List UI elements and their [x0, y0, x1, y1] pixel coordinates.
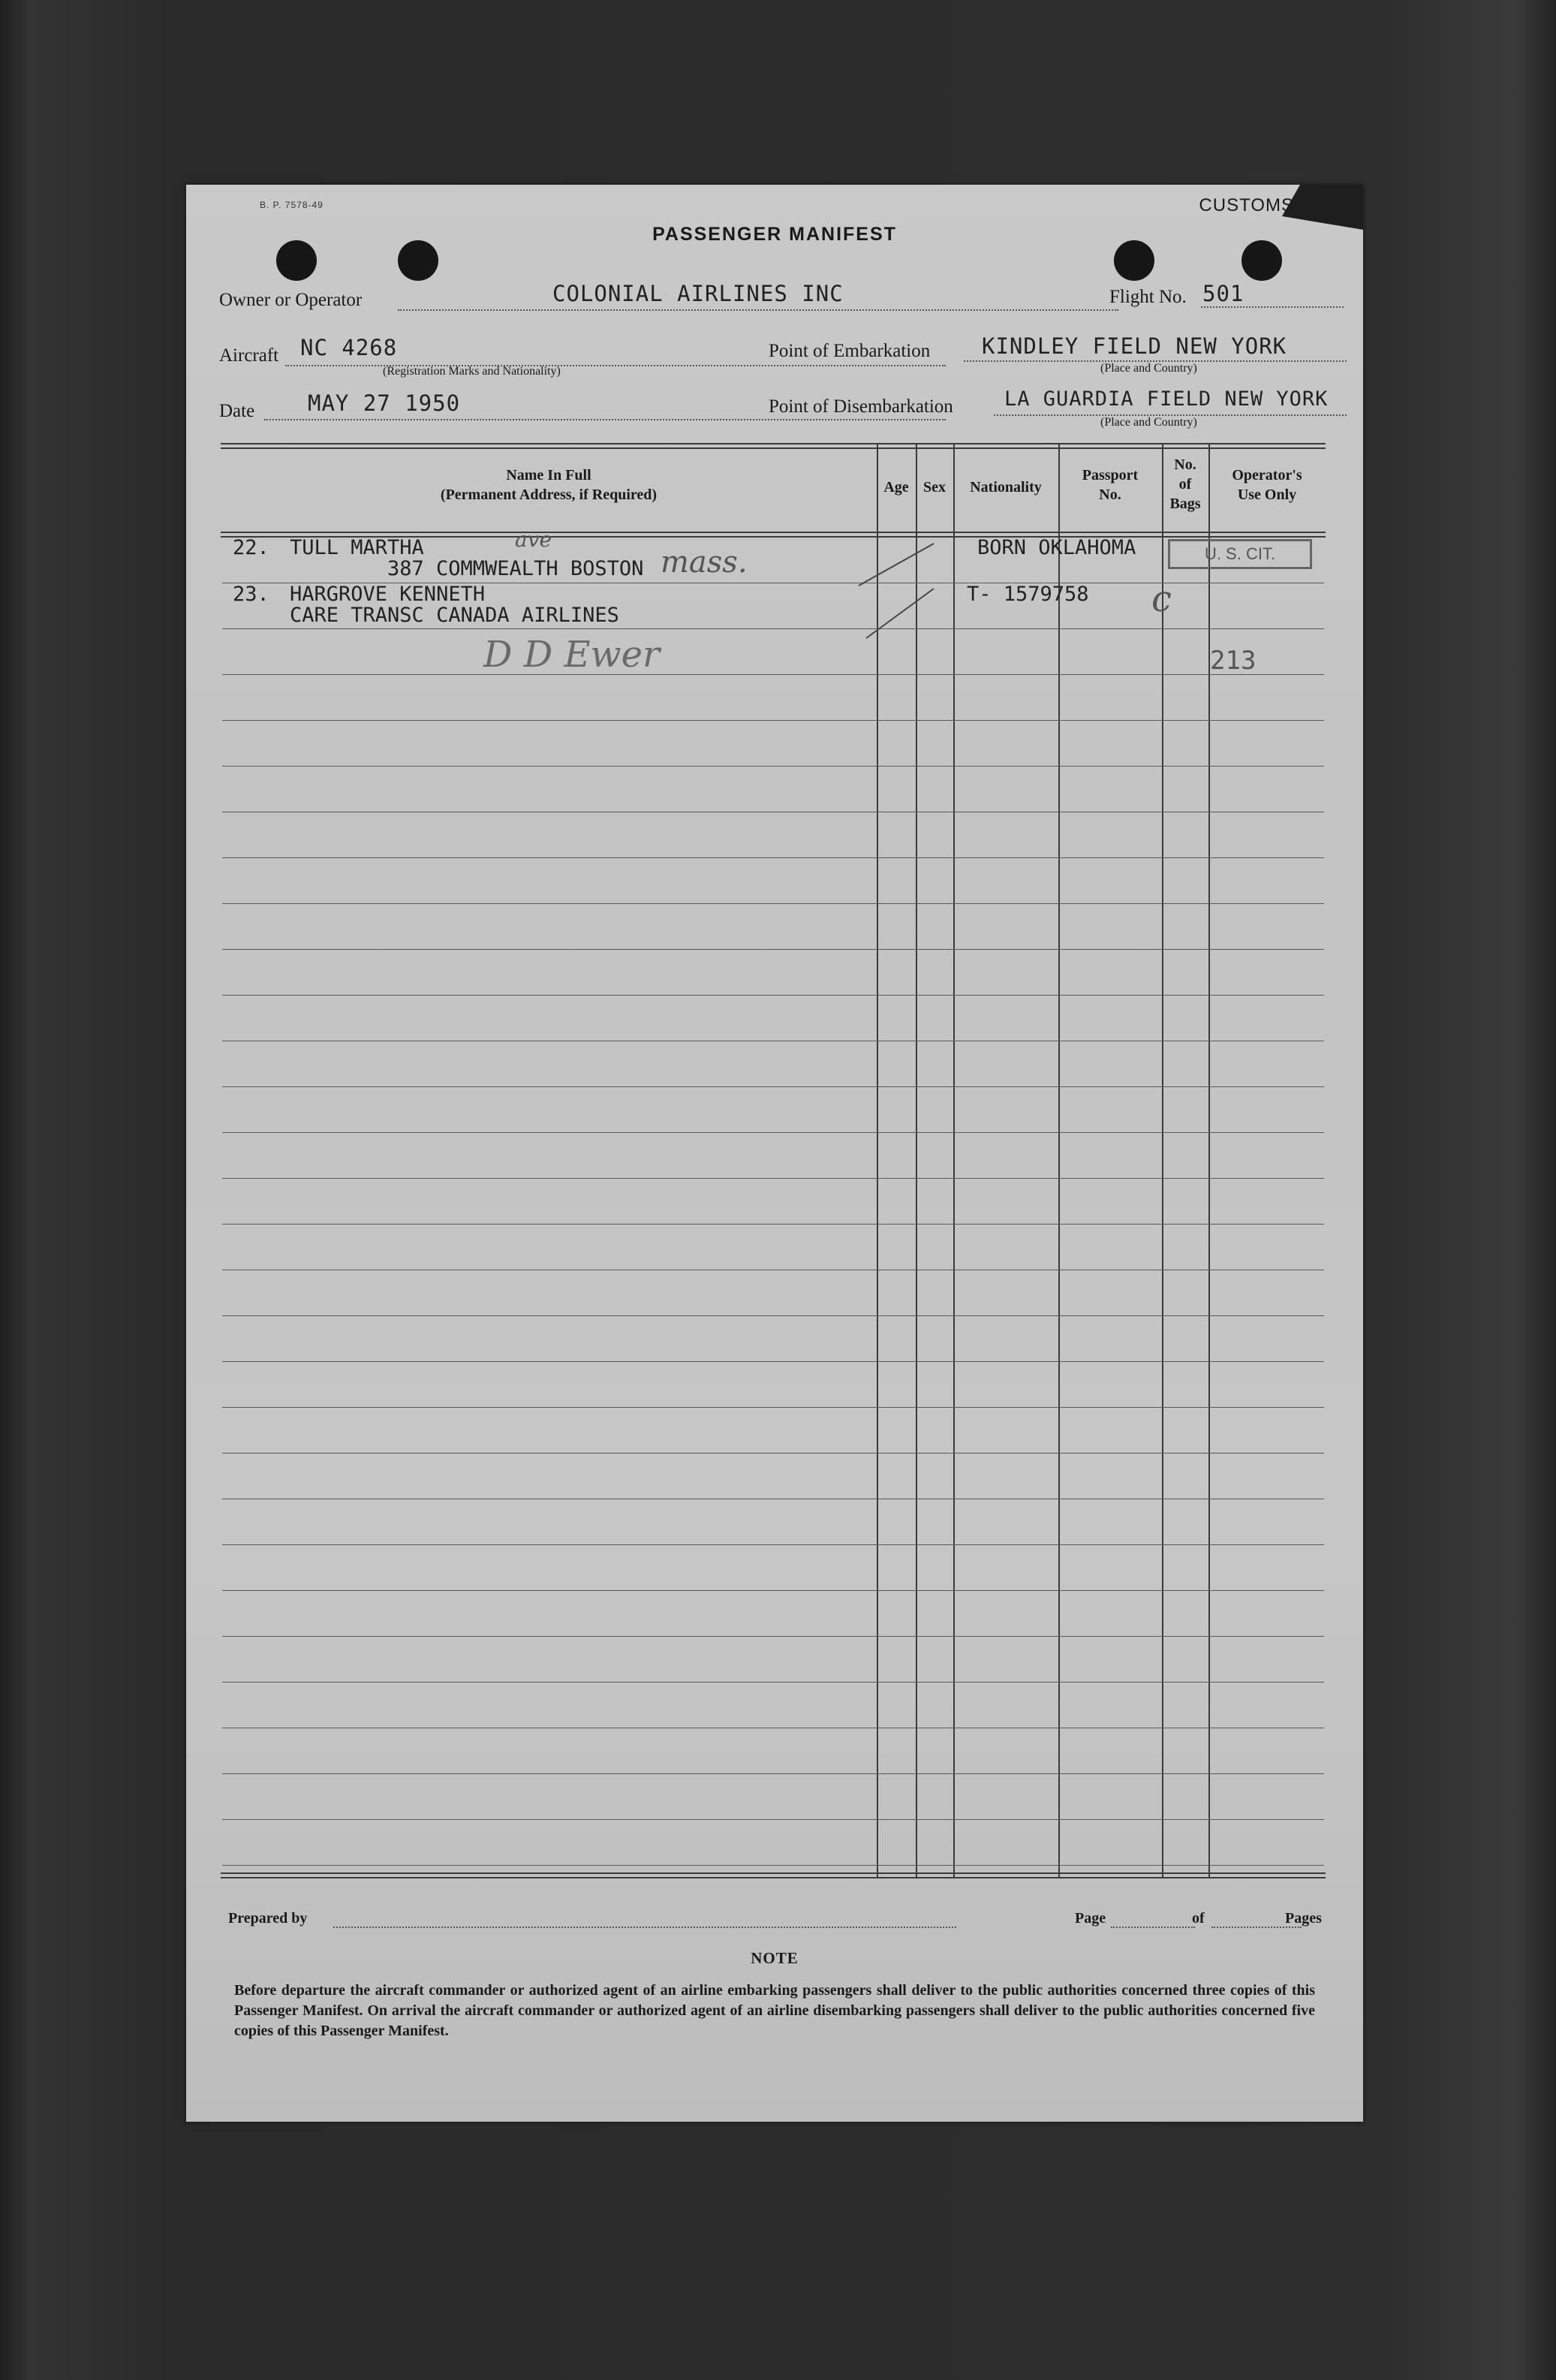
entry-address-handwriting: mass.	[661, 545, 748, 580]
aircraft-value: NC 4268	[300, 335, 398, 360]
table-row-line	[222, 1224, 1324, 1225]
table-top-rule	[221, 443, 1326, 444]
entry-nationality: BORN OKLAHOMA	[977, 536, 1136, 559]
table-row-line	[222, 1773, 1324, 1774]
table-row-line	[222, 949, 1324, 950]
disembarkation-label: Point of Disembarkation	[769, 396, 953, 417]
note-title: NOTE	[751, 1949, 799, 1967]
header-name-line1: Name In Full	[506, 467, 591, 484]
header-passport	[1058, 465, 1162, 505]
prepared-by-dotted-line	[333, 1927, 956, 1928]
owner-value: COLONIAL AIRLINES INC	[552, 281, 844, 306]
entry-number: 23.	[233, 583, 269, 606]
table-bottom-rule	[221, 1872, 1326, 1874]
column-divider	[953, 443, 955, 1878]
entry-address-handwriting: ave	[515, 527, 552, 552]
embarkation-value: KINDLEY FIELD NEW YORK	[982, 333, 1287, 359]
manifest-sheet	[186, 185, 1363, 2122]
bags-handwriting: c	[1151, 578, 1172, 620]
flight-dotted-line	[1201, 306, 1344, 308]
punch-hole	[276, 240, 317, 281]
table-bottom-rule	[221, 1877, 1326, 1878]
entry-number: 22.	[233, 536, 269, 559]
table-row-line	[222, 1544, 1324, 1545]
header-operator	[1208, 465, 1326, 505]
customs-label: CUSTOMS	[1199, 195, 1294, 215]
table-row-line	[222, 1590, 1324, 1591]
table-row-line	[222, 1819, 1324, 1820]
header-age: Age	[883, 479, 909, 496]
table-row-line	[222, 1636, 1324, 1637]
of-label: of	[1192, 1910, 1205, 1927]
passenger-table	[221, 443, 1326, 1881]
header-operator-line1: Operator's	[1232, 467, 1302, 484]
table-row-line	[222, 1361, 1324, 1362]
page-label: Page	[1075, 1910, 1106, 1927]
owner-label: Owner or Operator	[219, 290, 363, 310]
entry-passport: T- 1579758	[967, 583, 1089, 606]
flight-label: Flight No.	[1109, 287, 1187, 307]
header-passport-line2: No.	[1099, 487, 1121, 503]
table-row-line	[222, 1315, 1324, 1316]
punch-hole	[398, 240, 438, 281]
disembarkation-note: (Place and Country)	[1100, 416, 1197, 429]
disembarkation-value: LA GUARDIA FIELD NEW YORK	[1004, 387, 1329, 411]
table-row-line	[222, 766, 1324, 767]
table-row-line	[222, 628, 1324, 629]
table-row-line	[222, 1682, 1324, 1683]
signature: D D Ewer	[483, 634, 660, 676]
table-row-line	[222, 903, 1324, 904]
table-row-line	[222, 1865, 1324, 1866]
entry-address: CARE TRANSC CANADA AIRLINES	[290, 604, 619, 627]
page-dotted-line	[1111, 1927, 1195, 1928]
age-sex-check-strokes	[851, 541, 941, 646]
date-dotted-line	[264, 419, 946, 420]
header-operator-line2: Use Only	[1237, 487, 1297, 503]
header-bags	[1162, 455, 1208, 514]
table-row-line	[222, 720, 1324, 721]
table-top-rule	[221, 447, 1326, 449]
date-value: MAY 27 1950	[308, 390, 461, 416]
header-nationality: Nationality	[970, 479, 1042, 496]
table-row-line	[222, 1086, 1324, 1087]
column-divider	[1058, 443, 1060, 1878]
table-row-line	[222, 1453, 1324, 1454]
column-divider	[877, 443, 878, 1878]
form-code: B. P. 7578-49	[260, 200, 324, 210]
entry-name: HARGROVE KENNETH	[290, 583, 486, 606]
punch-hole	[1241, 240, 1282, 281]
header-bags-line3: Bags	[1169, 496, 1201, 512]
aircraft-label: Aircraft	[219, 345, 279, 366]
operator-number: 213	[1210, 646, 1257, 676]
header-bottom-rule	[221, 532, 1326, 533]
column-divider	[1162, 443, 1163, 1878]
citizenship-stamp: U. S. CIT.	[1168, 539, 1312, 569]
prepared-by-label: Prepared by	[228, 1910, 308, 1927]
table-row-line	[222, 1178, 1324, 1179]
date-label: Date	[219, 401, 255, 421]
table-row-line	[222, 995, 1324, 996]
header-bags-line2: of	[1178, 476, 1192, 493]
header-passport-line1: Passport	[1082, 467, 1139, 484]
embarkation-label: Point of Embarkation	[769, 341, 931, 361]
table-row-line	[222, 674, 1324, 675]
header-name-line2: (Permanent Address, if Required)	[440, 487, 658, 503]
header-bags-line1: No.	[1174, 456, 1196, 473]
table-row-line	[222, 1407, 1324, 1408]
header-sex: Sex	[923, 479, 946, 496]
punch-hole	[1114, 240, 1154, 281]
column-divider	[916, 443, 917, 1878]
embarkation-note: (Place and Country)	[1100, 362, 1197, 375]
entry-address: 387 COMMWEALTH BOSTON	[387, 557, 644, 580]
table-row-line	[222, 1132, 1324, 1133]
owner-dotted-line	[398, 309, 1118, 311]
note-text: Before departure the aircraft commander or authorized agent of an airline embarking passengers shall deliver to the public authorities concerned three copies of this Passenger Manifest. On arrival the aircraft commander or authorized agent of an airline disembarking passengers shall deliver to the public authorities concerned five copies of this Passenger Manifest.	[234, 1982, 1315, 2039]
flight-value: 501	[1202, 281, 1244, 306]
page-title: PASSENGER MANIFEST	[652, 224, 897, 245]
aircraft-note: (Registration Marks and Nationality)	[383, 365, 561, 378]
table-row-line	[222, 857, 1324, 858]
pages-label: Pages	[1285, 1910, 1322, 1927]
header-name	[221, 465, 877, 505]
entry-name: TULL MARTHA	[290, 536, 424, 559]
